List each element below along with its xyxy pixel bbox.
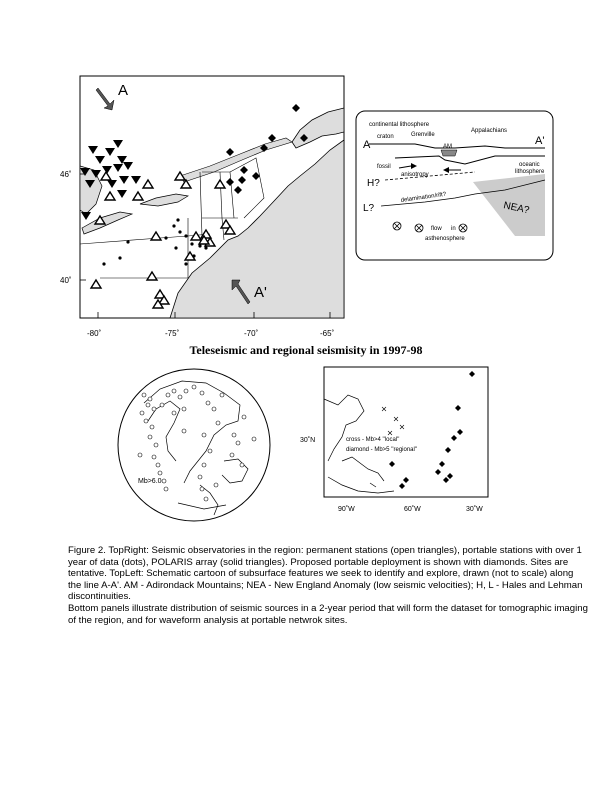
section-title: Teleseismic and regional seismisity in 1997-98 [189, 343, 423, 357]
label-in: in [451, 226, 456, 232]
lat-label-46: 46˚ [60, 170, 72, 179]
label-fossil: fossil [377, 164, 391, 170]
regional-seismicity-map [298, 365, 498, 525]
label-lithosphere: lithosphere [515, 169, 545, 175]
station-map [60, 68, 360, 343]
lon-label-90w: 90˚W [338, 506, 355, 513]
label-appalachians: Appalachians [471, 128, 508, 134]
label-am: AM [443, 144, 452, 150]
label-nea: NEA? [502, 200, 531, 217]
globe-outline [118, 369, 270, 521]
am-feature [441, 150, 457, 156]
magnitude-label: Mb>6.0 [138, 478, 162, 485]
label-craton: craton [377, 134, 394, 140]
lon-label-70: -70˚ [244, 329, 259, 338]
label-h: H? [367, 178, 380, 189]
label-flow: flow [431, 226, 442, 232]
lon-label-75: -75˚ [165, 329, 180, 338]
label-continental-lithosphere: continental lithosphere [369, 122, 430, 128]
label-asthenosphere: asthenosphere [425, 236, 465, 242]
label-a: A [363, 139, 371, 151]
label-grenville: Grenville [411, 132, 435, 138]
label-oceanic: oceanic [519, 162, 540, 168]
label-a: A [118, 82, 129, 99]
subsurface-cartoon [355, 110, 555, 262]
lat-label-40: 40˚ [60, 276, 72, 285]
label-a-prime: A' [254, 284, 267, 301]
lon-label-80: -80˚ [87, 329, 102, 338]
global-seismicity-globe [114, 365, 274, 525]
caption-paragraph-1: Figure 2. TopRight: Seismic observatories in the region: permanent stations (open triangles), portable stations with over 1 year of data (dots), POLARIS array (solid triangles). Proposed portable deployment is shown with diamonds. Sites are tentative. TopLeft: Schematic cartoon of subsurface features we seek to identify and explore, drawn (not to scale) along the line A-A'. AM - Adirondack Mountains; NEA - New England Anomaly (low seismic velocities); H, L - Hales and Lehman discontinuities. [68, 545, 583, 603]
legend-cross: cross - Mb>4 ''local'' [346, 437, 400, 443]
label-delamination: delamination/rift? [400, 191, 447, 204]
caption-paragraph-2: Bottom panels illustrate distribution of seismic sources in a 2-year period that will form the dataset for tomographic imaging of the region, and for waveform analysis at portable netwrok sites. [68, 602, 588, 626]
label-a-prime: A' [535, 135, 545, 147]
lon-label-65: -65˚ [320, 329, 335, 338]
lat-label-30n: 30˚N [300, 437, 316, 444]
label-l: L? [363, 203, 375, 214]
lon-label-30w: 30˚W [466, 506, 483, 513]
label-anisotropy: anisotropy [401, 172, 429, 178]
figure-caption [68, 545, 588, 626]
lon-label-60w: 60˚W [404, 506, 421, 513]
legend-diamond: diamond - Mb>5 ''regional'' [346, 447, 418, 453]
